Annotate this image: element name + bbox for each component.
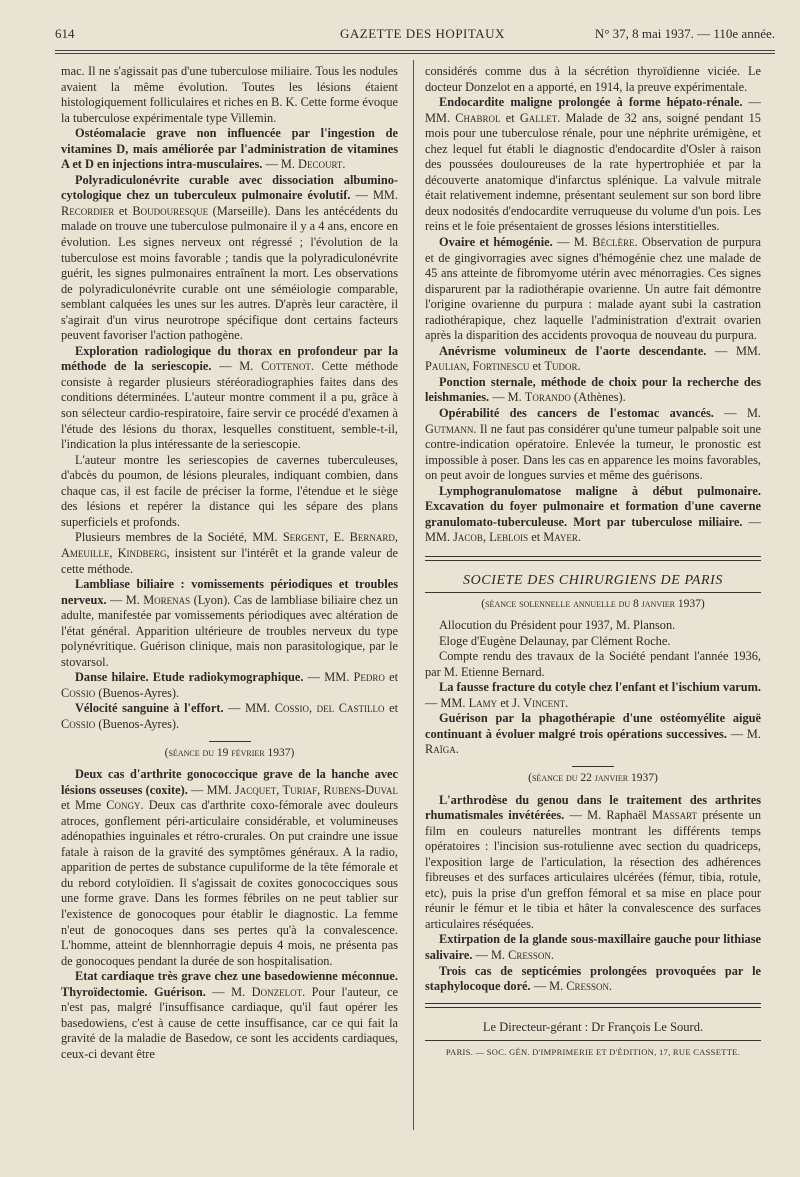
printer-line: PARIS. — SOC. GÉN. D'IMPRIMERIE ET D'ÉDITION, 17, RUE CASSETTE. <box>445 1047 741 1058</box>
text: présente un film en couleurs naturelles montrant les différents temps opératoires : l'incision sus-rotulienne avec section du quadriceps, l'exposition large de l'articulation, la résection des adhérences fibreuses et des surfaces articulaires ulcérées (fémur, tibia, rotule, etc), puis la prise d'un greffon fémoral et sa mise en place pour réunir le fémur et le tibia et hâter la convalescence des surfaces articulaires réséquées. <box>425 808 761 931</box>
text: — M. <box>552 235 593 250</box>
text: — MM. <box>223 701 275 716</box>
paragraph <box>425 406 761 484</box>
author: Recordier <box>61 203 115 218</box>
text: (Buenos-Ayres). <box>95 685 180 700</box>
paragraph <box>61 344 398 453</box>
paragraph <box>61 126 398 173</box>
text: . <box>565 695 569 710</box>
author: Cresson <box>508 947 551 962</box>
author: Mayer <box>543 530 578 545</box>
text: et <box>528 530 544 545</box>
text: , <box>482 530 490 545</box>
paragraph <box>425 484 761 546</box>
author: Cossio <box>61 716 96 731</box>
header-rule <box>55 53 775 54</box>
text: — MM. <box>706 343 761 358</box>
text: et <box>529 359 545 374</box>
text: . Deux cas d'arthrite coxo-fémorale avec douleurs atroces, gonflement péri-articulaire considérable, et volumineuses adénopathies inguinales et rétro-crurales. On put craindre une issue fatale à raison de la gravité des symptômes généraux. A la radio, apparition de pertes de substance cupuliforme de la tête fémorale et du rebord cotyloïdien. Il s'agissait de coxites gonococciques sous une forme grave. Dans les formes fébriles on ne peut tablier sur l'existence de gonocoques pour établir le diagnostic. La femme n'eut de gonocoques dans ses pertes qu'à la convalescence. L'homme, atteint de blennhorragie depuis 4 mois, ne présenta pas de gonocoques pendant la durée de son hospitalisation. <box>61 798 399 968</box>
header-rule <box>55 50 775 51</box>
session-heading: (séance solennelle annuelle du 8 janvier 1937) <box>481 597 705 610</box>
text: — M. <box>472 947 509 962</box>
entry-title: Lambliase biliaire : vomissements périodiques et troubles nerveux. <box>61 577 398 607</box>
text: . <box>342 157 346 172</box>
section-rule <box>425 556 761 557</box>
text: . Il ne faut pas considérer qu'une tumeur palpable soit une contre-indication opératoire. Enlevée la tumeur, le pronostic est impossible à poser. Dans les cas en apparence les moins favorables, on peut avoir de longues survies et même des guérisons. <box>425 421 761 483</box>
entry-title: Ponction sternale, méthode de choix pour la recherche des leishmanies. <box>425 374 761 405</box>
paragraph <box>425 711 761 758</box>
author: Donzelot <box>251 984 303 999</box>
text: (Athènes). <box>570 390 626 405</box>
page-number: 614 <box>55 26 75 41</box>
paragraph <box>425 235 761 344</box>
author: Cossio <box>61 685 96 700</box>
right-column <box>425 64 761 1061</box>
publisher-signature: Le Directeur-gérant : Dr François Le Sourd. <box>482 1019 704 1034</box>
paragraph: L'auteur montre les seriescopies de cavernes tuberculeuses, d'abcès du poumon, de lésions pleurales, indiquant combien, dans chaque cas, il est facile de préciser la forme, l'étendue et le siège des lésions et repérer la distance qui les sépare des plans superficiels et profonds. <box>61 452 398 529</box>
running-header <box>55 26 775 48</box>
author: Congy <box>106 798 141 813</box>
entry-title: Ostéomalacie grave non influencée par l'ingestion de vitamines D, mais améliorée par l'administration de vitamines A et D en injections intra-musculaires. <box>61 126 398 172</box>
entry-title: La fausse fracture du cotyle chez l'enfant et l'ischium varum. <box>439 680 761 695</box>
text: . <box>577 359 581 374</box>
text: . <box>577 530 581 545</box>
paragraph <box>425 680 761 711</box>
entry-title: Lymphogranulomatose maligne à début pulmonaire. Excavation du foyer pulmonaire et formation d'une caverne granulomato-tuberculeuse. Mort par tuberculose miliaire. <box>425 483 761 529</box>
text: — M. <box>726 726 761 741</box>
issue-info: N° 37, 8 mai 1937. — 110e année. <box>594 26 775 41</box>
author: Chabrol <box>455 110 501 125</box>
column-divider <box>413 60 414 1130</box>
text: et <box>384 670 398 685</box>
author: Jacob <box>453 530 483 545</box>
author: Gutmann <box>425 421 474 436</box>
author: Decourt <box>298 157 343 172</box>
closing-rule <box>425 1003 761 1004</box>
author: Bernard <box>349 530 395 545</box>
text: — M. <box>211 359 262 374</box>
author: Leblois <box>489 530 529 545</box>
author: Morenas <box>143 592 191 607</box>
entry-title: Endocardite maligne prolongée à forme hépato-rénale. <box>439 95 743 110</box>
session-heading: (séance du 19 février 1937) <box>164 746 295 759</box>
text: . <box>609 979 613 994</box>
author: Boudouresque <box>132 203 209 218</box>
paragraph <box>61 530 398 577</box>
text: , <box>466 359 473 374</box>
paragraph: Eloge d'Eugène Delaunay, par Clément Roche. <box>439 633 671 648</box>
text: — MM. <box>350 188 398 203</box>
journal-title: GAZETTE DES HOPITAUX <box>340 26 505 41</box>
text: — MM. <box>425 695 469 710</box>
text: , <box>308 701 317 716</box>
author: Béclère <box>592 235 635 250</box>
entry-title: Anévrisme volumineux de l'aorte descendante. <box>439 343 707 358</box>
author: Jacquet <box>234 782 277 797</box>
left-column <box>61 64 398 1062</box>
author: Cresson <box>566 979 610 994</box>
author: del Castillo <box>316 701 385 716</box>
text: . Cette méthode consiste à regarder plusieurs stéréoradiographies faites dans des conditions déterminées. L'auteur montre comment il a pu, grâce à son sélecteur cardio-respiratoire, faire servir ce procédé d'examen à l'étude des lésions du thorax, lesquelles constituent, semble-t-il, l'indication la plus intéressante de la seriescopie. <box>61 359 398 452</box>
text: . <box>550 947 554 962</box>
paragraph <box>425 932 761 963</box>
entry-title: Deux cas d'arthrite gonococcique grave de la hanche avec lésions osseuses (coxite). <box>61 767 398 797</box>
paragraph: mac. Il ne s'agissait pas d'une tuberculose miliaire. Tous les nodules avaient la même évolution. Toutes les lésions étaient histologiquement folliculaires et riches en B. K. Cette forme évoque la tuberculose expérimentale type Villemin. <box>61 64 398 125</box>
paragraph <box>61 969 398 1062</box>
author: Massart <box>652 808 698 823</box>
author: Fortinescu <box>472 359 530 374</box>
text: , <box>276 782 283 797</box>
text: — M. <box>106 592 144 607</box>
text: (Marseille). Dans les antécédents du malade on trouve une tuberculose pulmonaire il y a 4 ans, encore en évolution. Les signes nerveux ont régressé ; l'évolution de la tuberculose est moins favorable ; tandis que la polyradiculonévrite guérit, les signes pulmonaires entraînent la mort. Les observations de polyradiculonévrite curable ont une séméiologie comparable, semblant calquées les unes sur les autres. D'après leur caractère, il s'agirait d'un virus neurotrope spécifique dont certains facteurs peuvent favoriser l'action pathogène. <box>61 203 398 343</box>
author: Vincent <box>523 695 566 710</box>
text: — MM. <box>425 514 761 545</box>
text: — MM. <box>303 670 354 685</box>
text: — M. <box>530 979 567 994</box>
entry-title: Etat cardiaque très grave chez une basedowienne méconnue. Thyroïdectomie. Guérison. <box>61 969 398 999</box>
closing-rule <box>425 1040 761 1041</box>
separator <box>572 766 614 767</box>
text: — M. <box>713 406 762 421</box>
closing-rule <box>425 1007 761 1008</box>
entry-title: Opérabilité des cancers de l'estomac avancés. <box>439 406 714 421</box>
text: , <box>109 545 118 560</box>
entry-title: Guérison par la phagothérapie d'une ostéomyélite aiguë continuant à évoluer malgré trois opérations successives. <box>425 711 761 741</box>
text: , <box>394 530 399 545</box>
author: Pedro <box>353 670 385 685</box>
text: et <box>500 110 520 125</box>
paragraph <box>61 670 398 701</box>
entry-title: Extirpation de la glande sous-maxillaire gauche pour lithiase salivaire. <box>425 932 761 962</box>
author: Torando <box>524 390 571 405</box>
text: et J. <box>497 695 524 710</box>
paragraph <box>61 767 398 969</box>
text: , <box>317 782 324 797</box>
text: et <box>114 203 133 218</box>
author: Tudor <box>544 359 578 374</box>
entry-title: Vélocité sanguine à l'effort. <box>75 701 224 716</box>
paragraph <box>425 375 761 406</box>
entry-title: L'arthrodèse du genou dans le traitement des arthrites rhumatismales invétérées. <box>425 792 761 823</box>
text: — MM. <box>425 95 761 125</box>
author: Rubens-Duval <box>323 782 399 797</box>
paragraph <box>425 964 761 995</box>
paragraph <box>61 701 398 732</box>
paragraph: considérés comme dus à la sécrétion thyroïdienne viciée. Le docteur Donzelot en a apporté, en 1914, la preuve expérimentale. <box>425 64 761 94</box>
entry-title: Danse hilaire. Etude radiokymographique. <box>75 670 304 685</box>
section-rule <box>425 560 761 561</box>
section-title: SOCIETE DES CHIRURGIENS DE PARIS <box>462 572 724 588</box>
author: Ameuille <box>61 545 110 560</box>
text: . Malade de 32 ans, soigné pendant 15 mois pour une tuberculose rénale, pour une néphrite urémigène, et chez lequel fut établi le diagnostic d'endocardite d'Osler à raison des poussées douloureuses de la rate hypertrophiée et par la découverte anatomique d'infarctus splénique. La valvule mitrale était relativement indemne, présentant seulement sur son bord libre deux nodosités d'endocardite verruqueuse du volume d'un pois. Les reins et le foie présentaient de grosses lésions interstitielles. <box>425 110 761 234</box>
text: (Lyon). Cas de lambliase biliaire chez un adulte, manifestée par vomissements périodiques avec altération de l'état général. Apparition ultérieure de troubles nerveux du type polynévritique. Guérison clinique, mais non parasitologique, par le stovarsol. <box>61 592 398 669</box>
paragraph <box>61 577 398 670</box>
text: — M. <box>262 157 299 172</box>
author: Sergent <box>282 530 326 545</box>
entry-title: Polyradiculonévrite curable avec dissociation albumino-cytologique chez un tuberculeux pulmonaire évolutif. <box>61 172 398 203</box>
paragraph <box>425 344 761 375</box>
author: Cottenot <box>261 359 311 374</box>
author: Kindberg <box>117 545 167 560</box>
session-heading: (séance du 22 janvier 1937) <box>528 771 658 784</box>
author: Gallet <box>519 110 558 125</box>
paragraph: Allocution du Président pour 1937, M. Planson. <box>439 618 676 633</box>
section-rule <box>425 592 761 593</box>
author: Cossio <box>274 701 309 716</box>
text: Plusieurs membres de la Société, MM. <box>75 530 283 545</box>
text: et <box>384 701 398 716</box>
author: Paulian <box>425 359 467 374</box>
paragraph <box>425 95 761 235</box>
author: Lamy <box>468 695 498 710</box>
text: — M. <box>489 390 525 405</box>
paragraph: Compte rendu des travaux de la Société pendant l'année 1936, par M. Etienne Bernard. <box>425 649 761 679</box>
entry-title: Trois cas de septicémies prolongées provoquées par le staphylocoque doré. <box>425 963 761 994</box>
text: (Buenos-Ayres). <box>95 716 180 731</box>
text: — MM. <box>187 782 235 797</box>
entry-title: Ovaire et hémogénie. <box>439 235 553 250</box>
author: Raïga <box>425 742 456 757</box>
text: et Mme <box>61 798 107 813</box>
text: — M. <box>205 984 252 999</box>
entry-title: Exploration radiologique du thorax en profondeur par la méthode de la seriescopie. <box>61 343 398 374</box>
text: — M. Raphaël <box>564 808 653 823</box>
text: . Pour l'auteur, ce n'est pas, malgré l'insuffisance cardiaque, qu'il faut opérer les basedowiens, c'est à cause de cette insuffisance, car ce qui fait la gravité de la maladie de Basedow, ce sont les accidents cardiaques, ceux-ci devant être <box>61 984 398 1061</box>
author: Turiaf <box>282 782 318 797</box>
text: . Observation de purpura et de gingivorragies avec signes d'hémogénie chez une malade de 45 ans atteinte de fibromyome utérin avec ménorragies. Ces signes disparurent par la radiothérapie ovarienne. Un autre fait démontre l'origine ovarienne du purpura : malade ayant subi la castration radiothérapique, chez laquelle l'administration d'extrait ovarien après la disparition des accidents provoqua de nouveau du purpura. <box>425 235 761 343</box>
text: , E. <box>325 530 350 545</box>
paragraph <box>61 173 398 344</box>
paragraph <box>425 793 761 933</box>
text: , insistent sur l'intérêt et la grande valeur de cette méthode. <box>61 545 398 576</box>
separator <box>209 741 251 742</box>
text: . <box>455 742 459 757</box>
